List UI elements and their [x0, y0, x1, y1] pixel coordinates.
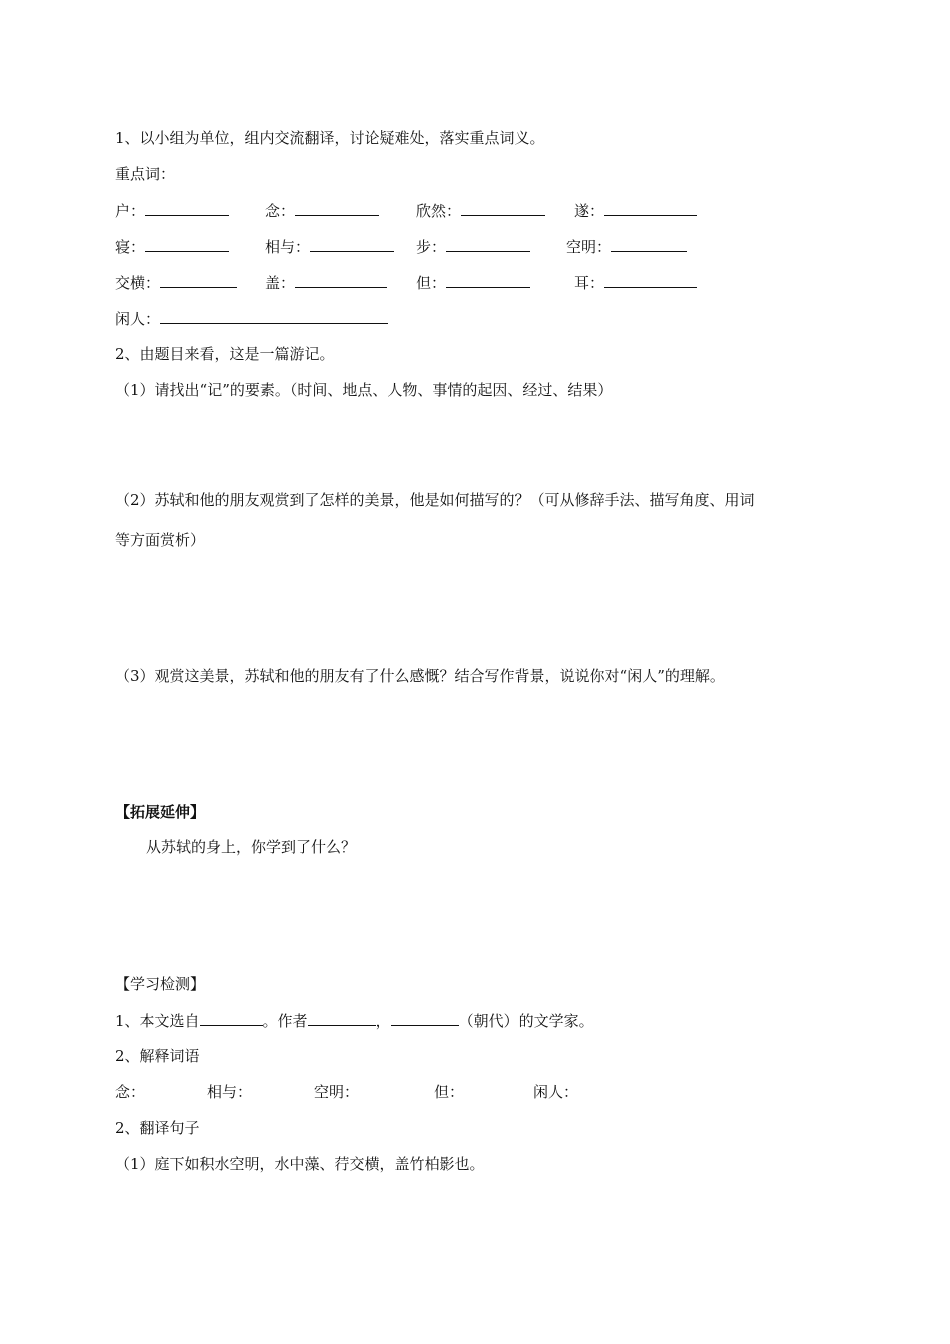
question-1: （1）请找出“记”的要素。（时间、地点、人物、事情的起因、经过、结果） — [115, 381, 613, 399]
question-3: （3）观赏这美景，苏轼和他的朋友有了什么感慨？结合写作背景，说说你对“闲人”的理解。 — [115, 667, 725, 685]
answer-blank[interactable] — [604, 272, 697, 288]
extension-heading: 【拓展延伸】 — [115, 803, 206, 821]
answer-blank[interactable] — [391, 1010, 459, 1026]
answer-blank[interactable] — [200, 1010, 263, 1026]
extension-question: 从苏轼的身上，你学到了什么？ — [146, 838, 357, 856]
test-word: 念： — [115, 1083, 146, 1101]
answer-blank[interactable] — [295, 200, 379, 216]
keyword-item: 步： — [416, 236, 530, 257]
answer-blank[interactable] — [160, 308, 388, 324]
answer-blank[interactable] — [145, 236, 229, 252]
question-2-line-1: （2）苏轼和他的朋友观赏到了怎样的美景，他是如何描写的？（可从修辞手法、描写角度、用词 — [115, 491, 755, 509]
test-heading: 【学习检测】 — [115, 975, 206, 993]
answer-blank[interactable] — [461, 200, 545, 216]
keyword-item: 相与： — [265, 236, 394, 257]
keywords-label: 重点词： — [115, 165, 176, 183]
test-word: 但： — [434, 1083, 465, 1101]
keyword-item: 盖： — [265, 272, 387, 293]
answer-blank[interactable] — [295, 272, 387, 288]
keyword-item: 户： — [115, 200, 229, 221]
task-1: 1、以小组为单位，组内交流翻译，讨论疑难处，落实重点词义。 — [115, 129, 545, 147]
task-2: 2、由题目来看，这是一篇游记。 — [115, 345, 335, 363]
answer-blank[interactable] — [446, 272, 530, 288]
test-word: 相与： — [207, 1083, 253, 1101]
test-question-3: 2、翻译句子 — [115, 1119, 200, 1137]
keyword-item: 欣然： — [416, 200, 545, 221]
answer-blank[interactable] — [145, 200, 229, 216]
test-question-1: 1、本文选自 。作者 ， （朝代）的文学家。 — [115, 1012, 594, 1030]
answer-blank[interactable] — [308, 1010, 376, 1026]
keyword-item: 寝： — [115, 236, 229, 257]
keyword-item: 但： — [416, 272, 530, 293]
keyword-item: 闲人： — [115, 308, 388, 329]
keyword-item: 耳： — [574, 272, 697, 293]
test-sentence-1: （1）庭下如积水空明，水中藻、荇交横，盖竹柏影也。 — [115, 1155, 485, 1173]
test-word: 空明： — [314, 1083, 360, 1101]
answer-blank[interactable] — [446, 236, 530, 252]
answer-blank[interactable] — [160, 272, 237, 288]
keyword-item: 遂： — [574, 200, 697, 221]
question-2-line-2: 等方面赏析） — [115, 531, 206, 549]
test-word: 闲人： — [533, 1083, 579, 1101]
keyword-item: 交横： — [115, 272, 237, 293]
answer-blank[interactable] — [611, 236, 687, 252]
answer-blank[interactable] — [310, 236, 394, 252]
keyword-item: 念： — [265, 200, 379, 221]
keyword-item: 空明： — [566, 236, 687, 257]
answer-blank[interactable] — [604, 200, 697, 216]
test-question-2: 2、解释词语 — [115, 1047, 200, 1065]
